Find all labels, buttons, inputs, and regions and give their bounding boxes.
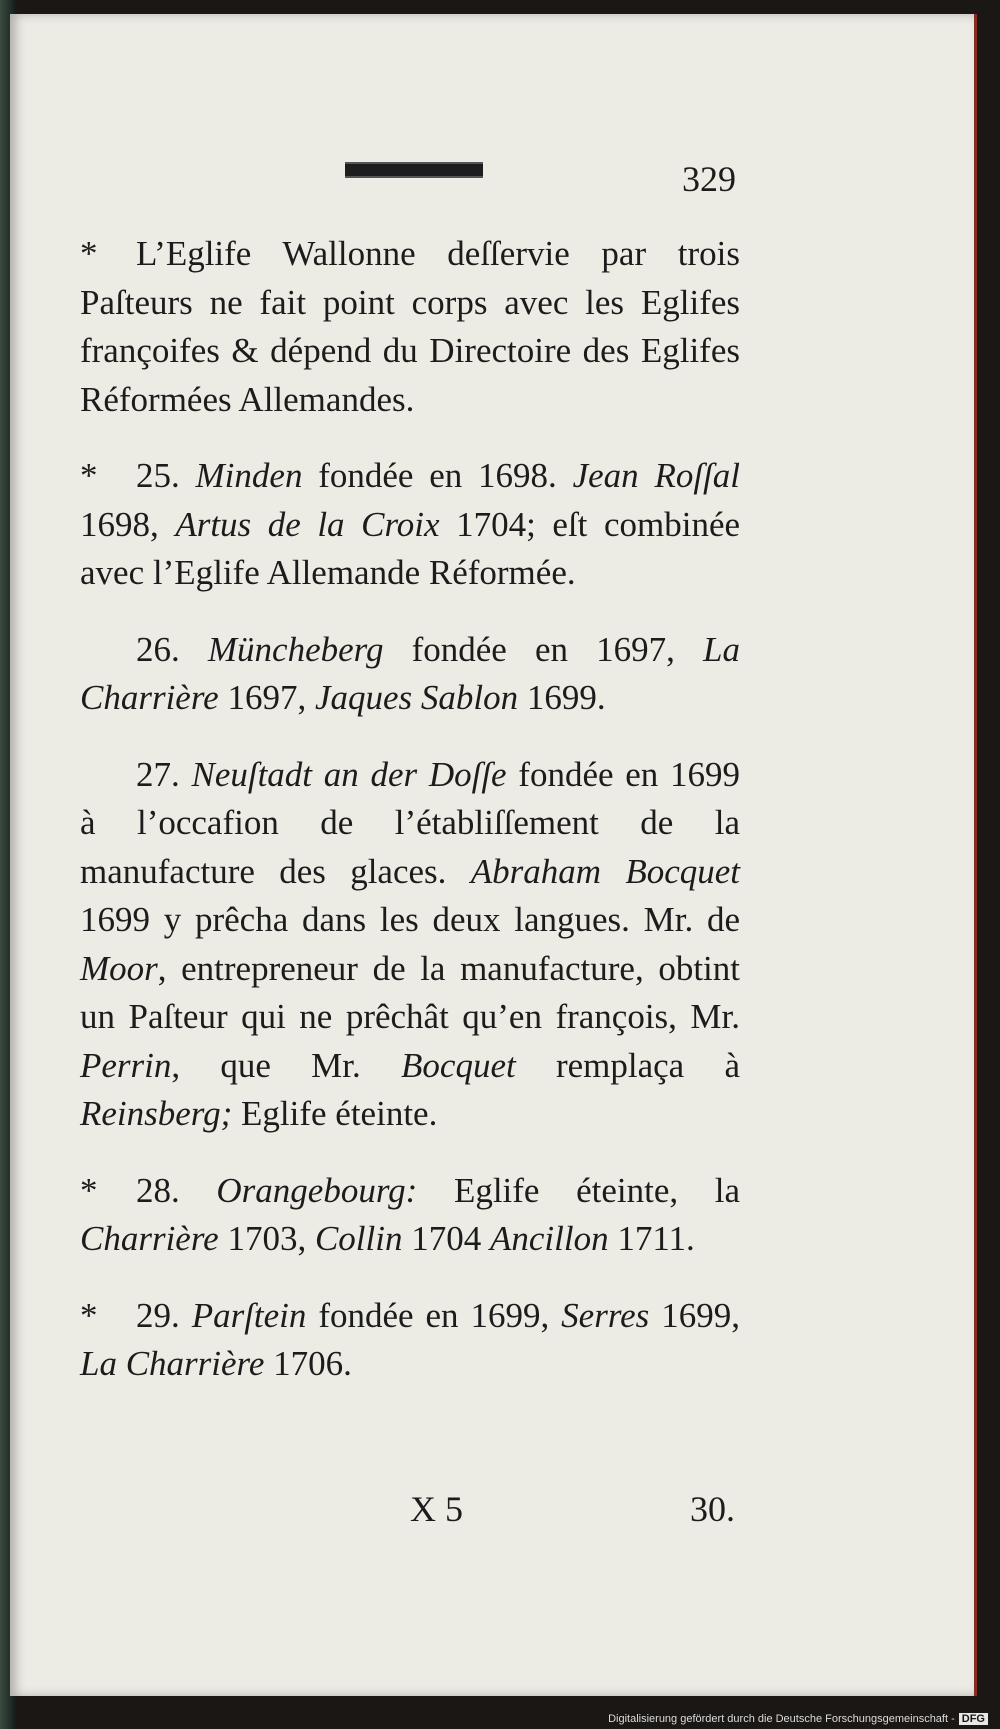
italic-name: Müncheberg — [207, 629, 384, 669]
italic-name: Parſtein — [191, 1295, 307, 1335]
text-run: fondée en 1697, — [383, 629, 704, 669]
header-ornament-rule — [345, 162, 483, 178]
italic-name: Jean Roſſal — [572, 456, 740, 495]
asterisk-marker: * — [80, 1170, 98, 1210]
text-run: 1704; eſt combinée avec l’Eglife Allemande Réformée. — [80, 504, 741, 592]
asterisk-marker: * — [80, 1295, 98, 1335]
paragraph — [80, 626, 740, 723]
italic-name: Moor — [80, 948, 158, 988]
text-run: 1711. — [608, 1219, 695, 1258]
page-number: 329 — [682, 159, 736, 199]
paragraph — [80, 230, 740, 424]
text-run: fondée en 1698. — [302, 456, 573, 495]
text-run: 1699. — [518, 678, 606, 717]
text-run: 26. — [136, 629, 208, 669]
italic-name: Charrière — [80, 1219, 219, 1258]
text-run: 28. — [136, 1170, 217, 1210]
italic-name: Serres — [561, 1295, 650, 1335]
text-run: 1703, — [218, 1219, 315, 1258]
italic-name: Artus de la Croix — [175, 504, 440, 544]
italic-name: Collin — [314, 1219, 403, 1258]
text-run: L’Eglife Wallonne deſſervie par trois Paſteurs ne fait point corps avec les Eglifes françoifes & dépend du Directoire des Eglifes Réformées Allemandes. — [80, 234, 740, 419]
text-run: remplaça à — [515, 1045, 740, 1085]
asterisk-marker: * — [80, 456, 98, 495]
paragraph — [80, 751, 740, 1139]
italic-name: Jaques Sablon — [314, 678, 519, 717]
text-run: fondée en 1699 à l’occafion de l’établiſſement de la manufacture des glaces. — [80, 754, 741, 891]
italic-name: Abraham Bocquet — [470, 851, 740, 891]
asterisk-marker: * — [80, 234, 98, 273]
text-run: fondée en 1699, — [306, 1295, 562, 1335]
signature-mark: X 5 — [410, 1489, 463, 1529]
text-run: 1697, — [218, 678, 315, 717]
paragraph — [80, 1292, 740, 1389]
italic-name: Orangebourg: — [216, 1170, 418, 1210]
italic-name: La Charrière — [80, 629, 740, 717]
digitization-credit — [608, 1713, 988, 1725]
text-run: 1704 — [402, 1219, 490, 1258]
text-run: 1699, — [649, 1295, 740, 1335]
text-run: 1706. — [264, 1344, 352, 1383]
italic-name: Reinsberg; — [80, 1094, 233, 1133]
italic-name: Minden — [195, 456, 303, 495]
text-run: 25. — [136, 456, 196, 495]
text-run: Eglife éteinte, la — [417, 1170, 741, 1210]
text-run: 29. — [136, 1295, 192, 1335]
italic-name: Perrin — [80, 1045, 172, 1085]
text-run: 27. — [136, 754, 192, 794]
text-run: , que Mr. — [171, 1045, 402, 1085]
text-run: 1698, — [80, 504, 176, 544]
catchword: 30. — [690, 1489, 735, 1529]
text-run: 1699 y prêcha dans les deux langues. Mr. de — [80, 900, 740, 939]
dfg-logo: DFG — [959, 1713, 988, 1725]
text-body — [80, 230, 740, 1389]
paragraph — [80, 1167, 740, 1264]
italic-name: Bocquet — [401, 1045, 516, 1085]
credit-text: Digitalisierung gefördert durch die Deutsche Forschungsgemeinschaft - — [608, 1713, 955, 1725]
paragraph — [80, 452, 740, 598]
italic-name: La Charrière — [80, 1344, 265, 1383]
italic-name: Neuſtadt an der Doſſe — [191, 754, 507, 794]
text-run: Eglife éteinte. — [232, 1094, 438, 1133]
text-run: , entrepreneur de la manufacture, obtint un Paſteur qui ne prêchât qu’en françois, Mr. — [80, 948, 740, 1036]
italic-name: Ancillon — [489, 1219, 609, 1258]
